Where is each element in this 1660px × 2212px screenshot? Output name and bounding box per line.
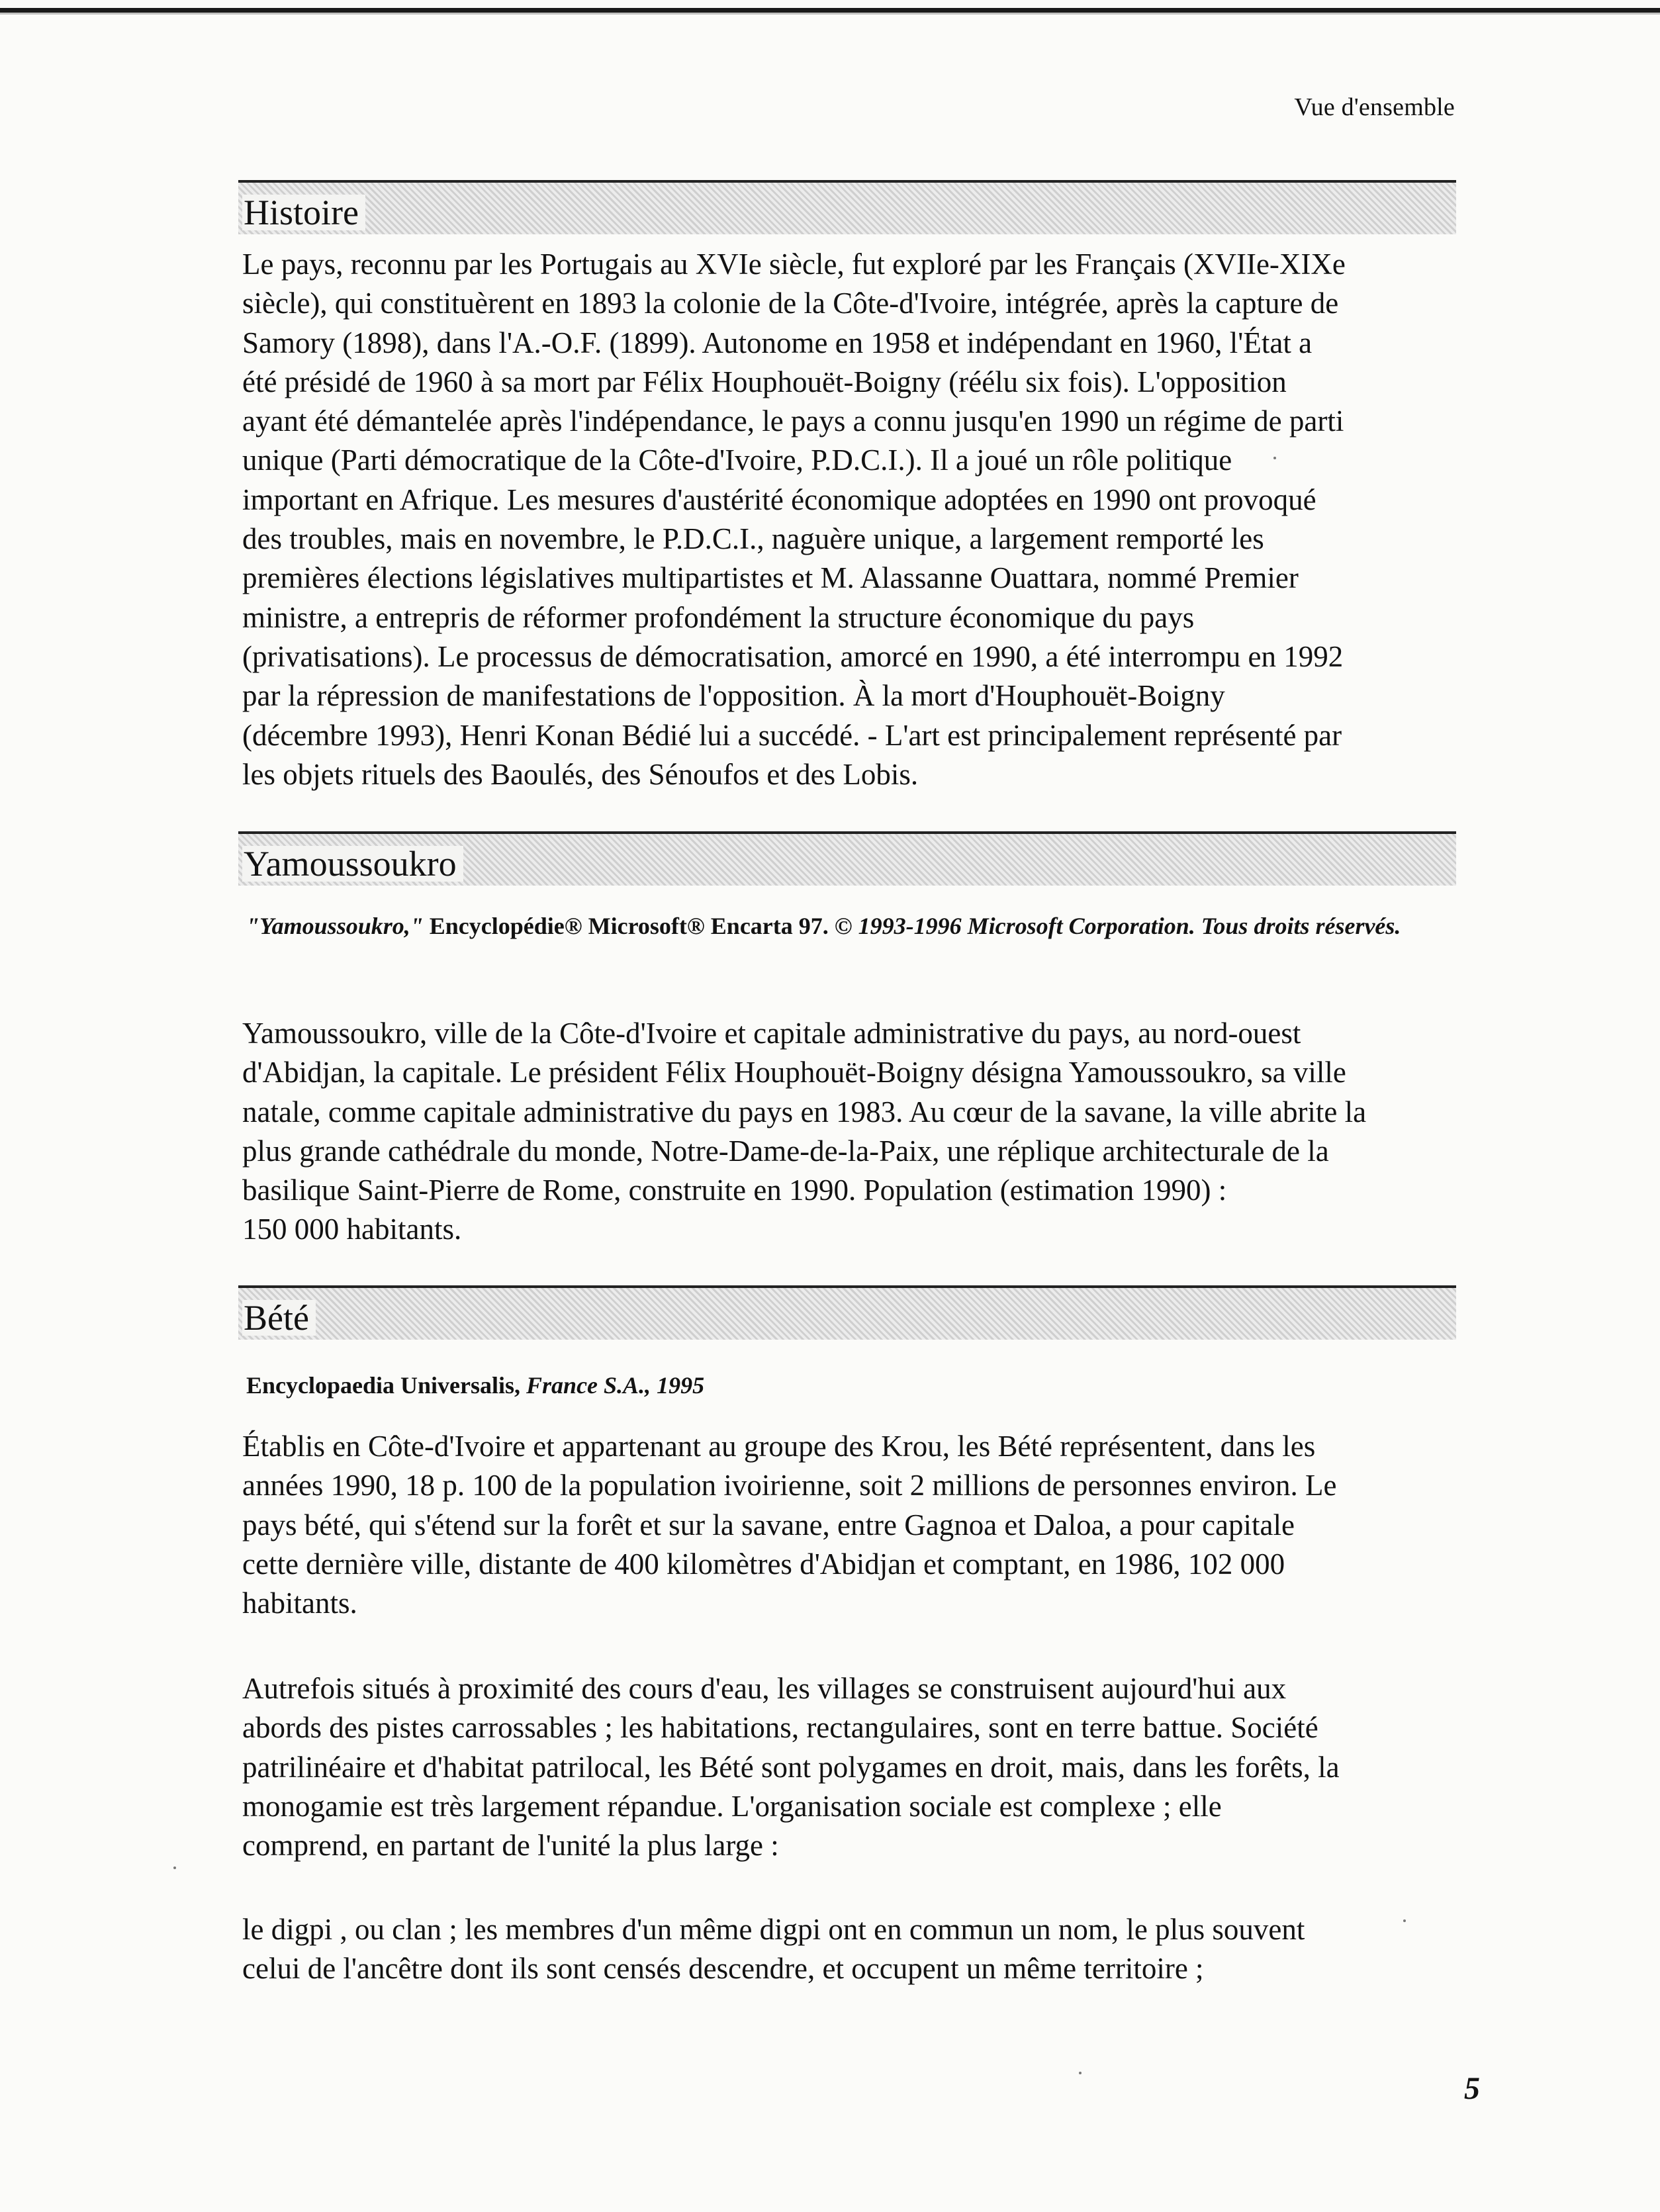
histoire-paragraph: Le pays, reconnu par les Portugais au XVIe siècle, fut exploré par les Français (XVIIe-XIXe siècle), qui constituèrent en 1893 la colonie de la Côte-d'Ivoire, intégrée, après la capture de Samory (1898), dans l'A.-O.F. (1899). Autonome en 1958 et indépendant en 1960, l'État a été présidé de 1960 à sa mort par Félix Houphouët-Boigny (réélu six fois). L'opposition ayant été démantelée après l'indépendance, le pays a connu jusqu'en 1990 un régime de parti unique (Parti démocratique de la Côte-d'Ivoire, P.D.C.I.). Il a joué un rôle politique important en Afrique. Les mesures d'austérité économique adoptées en 1990 ont provoqué des troubles, mais en novembre, le P.D.C.I., naguère unique, a largement remporté les premières élections législatives multipartistes et M. Alassanne Ouattara, nommé Premier ministre, a entrepris de réformer profondément la structure économique du pays (privatisations). Le processus de démocratisation, amorcé en 1990, a été interrompu en 1992 par la répression de manifestations de l'opposition. À la mort d'Houphouët-Boigny (décembre 1993), Henri Konan Bédié lui a succédé. - L'art est principalement représenté par les objets rituels des Baoulés, des Sénoufos et des Lobis. — [242, 248, 1346, 791]
citation-source: Encyclopaedia Universalis, — [246, 1372, 527, 1399]
citation-source: Encyclopédie® Microsoft® Encarta 97. — [423, 913, 835, 939]
yamoussoukro-citation — [246, 907, 1457, 946]
bete-paragraph-2: Autrefois situés à proximité des cours d'eau, les villages se construisent aujourd'hui aux abords des pistes carrossables ; les habitations, rectangulaires, sont en terre battue. Société patrilinéaire et d'habitat patrilocal, les Bété sont polygames en droit, mais, dans les forêts, la monogamie est très largement répandue. L'organisation sociale est complexe ; elle comprend, en partant de l'unité la plus large : — [242, 1672, 1340, 1863]
section-title: Histoire — [242, 195, 365, 230]
scan-speck — [173, 1866, 176, 1869]
citation-title: "Yamoussoukro," — [246, 913, 424, 939]
section-header-yamoussoukro — [238, 831, 1456, 886]
page-number: 5 — [1464, 2071, 1480, 2106]
citation-copyright: © 1993-1996 Microsoft Corporation. Tous droits réservés. — [834, 913, 1401, 939]
section-header-bete — [238, 1285, 1456, 1340]
running-head: Vue d'ensemble — [1294, 93, 1455, 121]
scan-speck — [1273, 457, 1276, 459]
bete-citation — [246, 1366, 1457, 1405]
section-title: Bété — [242, 1300, 316, 1336]
bete-paragraph-3: le digpi , ou clan ; les membres d'un même digpi ont en commun un nom, le plus souvent celui de l'ancêtre dont ils sont censés descendre, et occupent un même territoire ; — [242, 1913, 1305, 1986]
top-border-rule — [0, 8, 1660, 13]
scan-speck — [1403, 1919, 1406, 1922]
section-title: Yamoussoukro — [242, 846, 463, 882]
top-border-shadow — [0, 13, 1660, 15]
scan-speck — [1079, 2072, 1082, 2074]
section-header-histoire — [238, 180, 1456, 234]
citation-publisher: France S.A., 1995 — [526, 1372, 705, 1399]
yamoussoukro-paragraph: Yamoussoukro, ville de la Côte-d'Ivoire et capitale administrative du pays, au nord-ouest d'Abidjan, la capitale. Le président Félix Houphouët-Boigny désigna Yamoussoukro, sa ville natale, comme capitale administrative du pays en 1983. Au cœur de la savane, la ville abrite la plus grande cathédrale du monde, Notre-Dame-de-la-Paix, une réplique architecturale de la basilique Saint-Pierre de Rome, construite en 1990. Population (estimation 1990) : 150 000 habitants. — [242, 1017, 1367, 1246]
bete-paragraph-1: Établis en Côte-d'Ivoire et appartenant au groupe des Krou, les Bété représentent, dans les années 1990, 18 p. 100 de la population ivoirienne, soit 2 millions de personnes environ. Le pays bété, qui s'étend sur la forêt et sur la savane, entre Gagnoa et Daloa, a pour capitale cette dernière ville, distante de 400 kilomètres d'Abidjan et comptant, en 1986, 102 000 habitants. — [242, 1430, 1337, 1620]
